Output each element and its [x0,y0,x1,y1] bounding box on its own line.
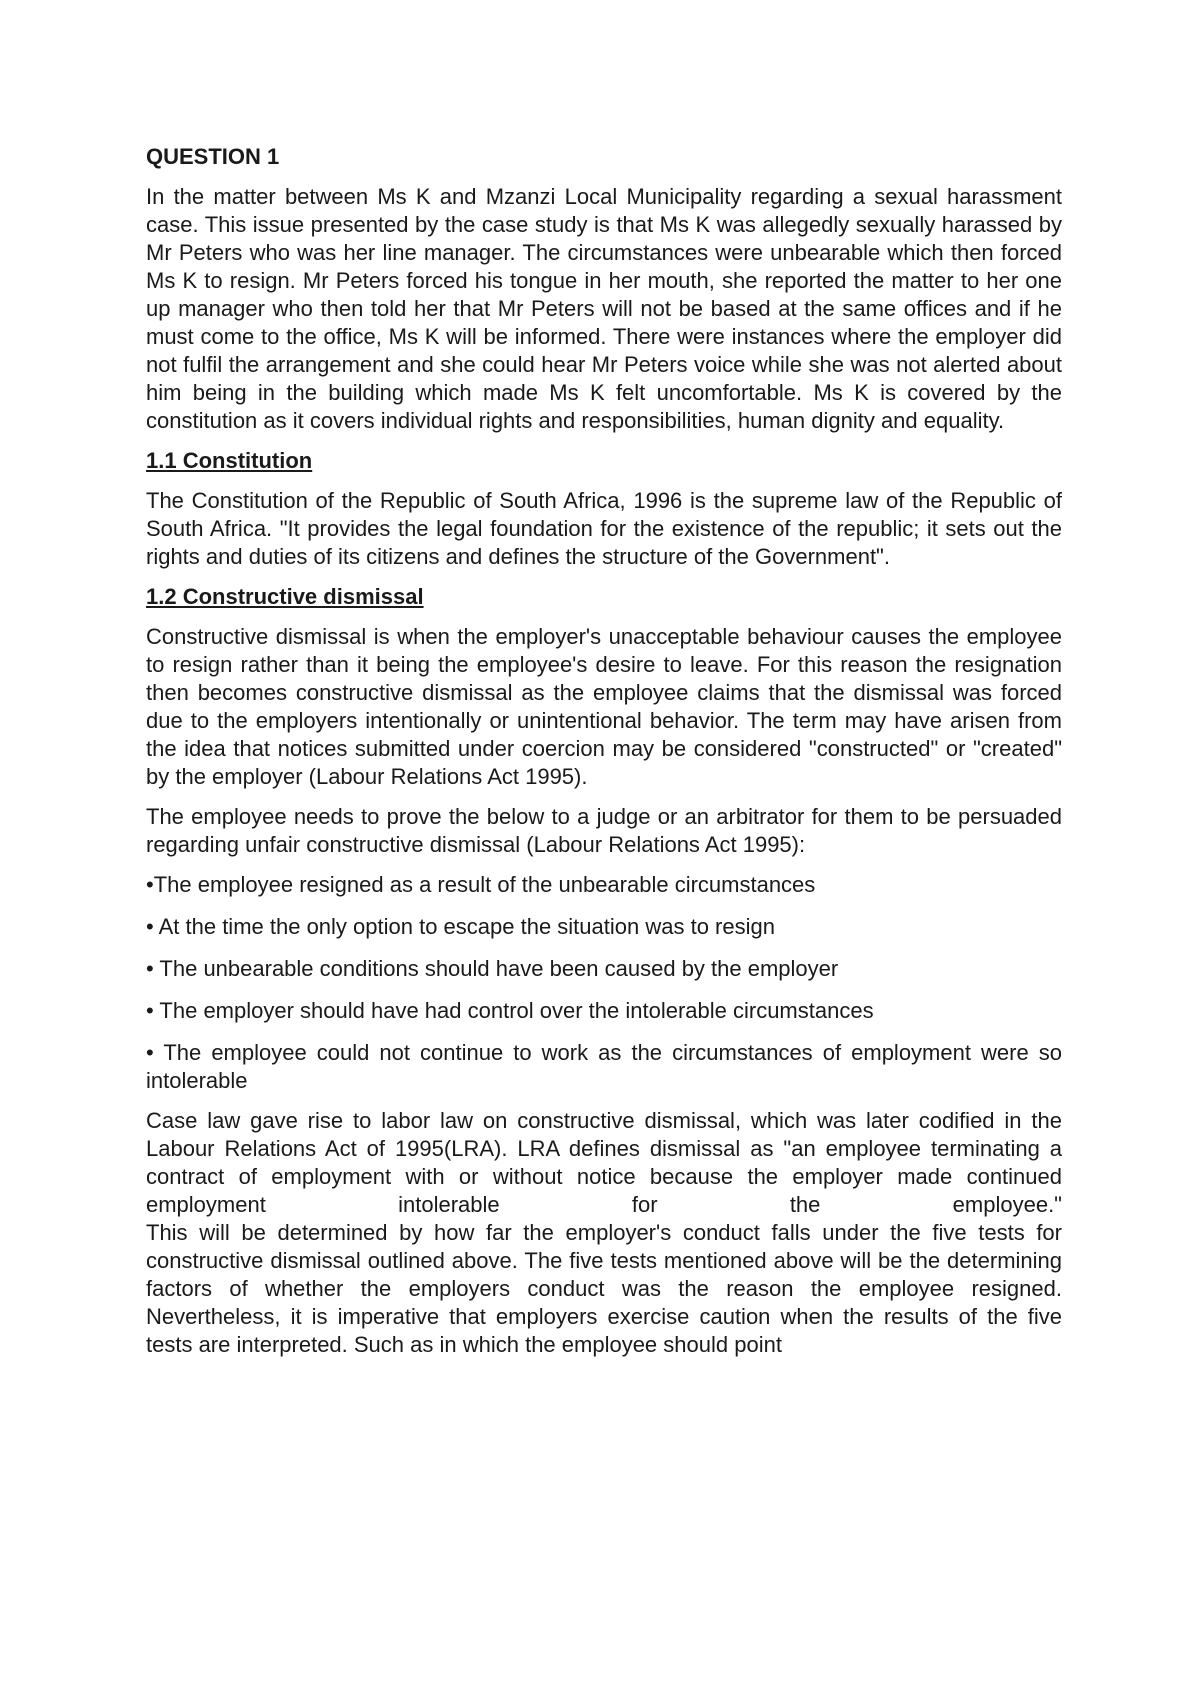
list-item: • At the time the only option to escape the situation was to resign [146,914,775,939]
list-item: • The unbearable conditions should have been caused by the employer [146,956,839,981]
question-title: QUESTION 1 [146,144,280,169]
section-heading-constitution: 1.1 Constitution [146,448,313,473]
proof-requirements-paragraph: The employee needs to prove the below to a judge or an arbitrator for them to be persuaded regarding unfair constructive dismissal (Labour Relations Act 1995): [146,804,1062,857]
list-item: • The employee could not continue to work as the circumstances of employment were so intolerable [146,1040,1062,1093]
list-item: •The employee resigned as a result of the unbearable circumstances [146,872,816,897]
constructive-dismissal-paragraph: Constructive dismissal is when the employer's unacceptable behaviour causes the employee to resign rather than it being the employee's desire to leave. For this reason the resignation then becomes constructive dismissal as the employee claims that the dismissal was forced due to the employers intentionally or unintentional behavior. The term may have arisen from the idea that notices submitted under coercion may be considered "constructed" or "created" by the employer (Labour Relations Act 1995). [146,624,1062,789]
constitution-paragraph: The Constitution of the Republic of South Africa, 1996 is the supreme law of the Republic of South Africa. "It provides the legal foundation for the existence of the republic; it sets out the rights and duties of its citizens and defines the structure of the Government". [146,488,1062,569]
five-tests-paragraph: This will be determined by how far the employer's conduct falls under the five tests for constructive dismissal outlined above. The five tests mentioned above will be the determining factors of whether the employers conduct was the reason the employee resigned. Nevertheless, it is imperative that employers exercise caution when the results of the five tests are interpreted. Such as in which the employee should point [146,1220,1062,1357]
section-heading-constructive-dismissal: 1.2 Constructive dismissal [146,584,424,609]
lra-definition-paragraph: Case law gave rise to labor law on constructive dismissal, which was later codified in the Labour Relations Act of 1995(LRA). LRA defines dismissal as "an employee terminating a contract of employment with or without notice because the employer made continued employment intolerable for the employee." [146,1108,1062,1217]
document-page [146,143,1062,1359]
list-item: • The employer should have had control over the intolerable circumstances [146,998,874,1023]
intro-paragraph: In the matter between Ms K and Mzanzi Local Municipality regarding a sexual harassment case. This issue presented by the case study is that Ms K was allegedly sexually harassed by Mr Peters who was her line manager. The circumstances were unbearable which then forced Ms K to resign. Mr Peters forced his tongue in her mouth, she reported the matter to her one up manager who then told her that Mr Peters will not be based at the same offices and if he must come to the office, Ms K will be informed. There were instances where the employer did not fulfil the arrangement and she could hear Mr Peters voice while she was not alerted about him being in the building which made Ms K felt uncomfortable. Ms K is covered by the constitution as it covers individual rights and responsibilities, human dignity and equality. [146,184,1062,433]
